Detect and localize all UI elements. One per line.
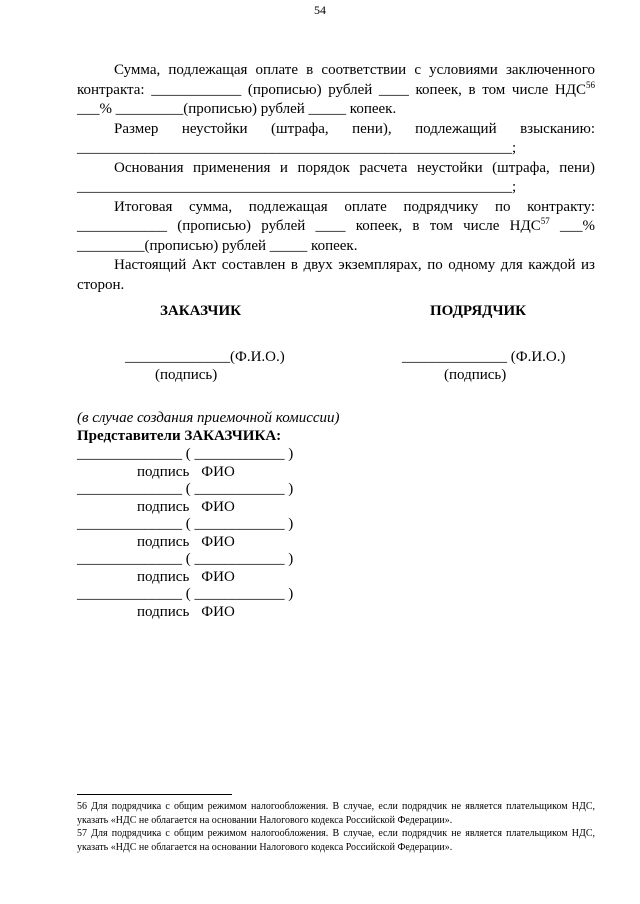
commission-caption — [77, 604, 293, 622]
commission-entry — [77, 481, 293, 516]
basis-line-2: __________________________________________________________; — [77, 179, 517, 195]
commission-signature-line: ______________ ( ____________ ) — [77, 551, 294, 567]
commission-caption — [77, 464, 293, 482]
basis-line-1: Основания применения и порядок расчета неустойки (штрафа, пени) — [114, 159, 595, 176]
penalty-line-2: __________________________________________________________; — [77, 140, 517, 156]
customer-signature-caption: (подпись) — [155, 367, 218, 383]
footnote-56: 56 Для подрядчика с общим режимом налогообложения. В случае, если подрядчик не является плательщиком НДС, указать «НДС не облагается на основании Налогового кодекса Российской Федерации». — [77, 801, 595, 826]
customer-signature-line: ______________(Ф.И.О.) — [125, 349, 285, 365]
signature-caption: подпись — [137, 568, 190, 585]
paragraph-penalty — [77, 120, 595, 159]
sum-line-3: ___% _________(прописью) рублей _____ копеек. — [77, 101, 397, 117]
footnote-separator — [77, 794, 232, 795]
sum-line-2-text: контракта: ____________ (прописью) рублей ____ копеек, в том числе НДС — [77, 81, 586, 98]
customer-title: ЗАКАЗЧИК — [160, 303, 241, 319]
name-caption: ФИО — [201, 498, 235, 515]
paragraph-act — [77, 256, 595, 295]
sum-line-2 — [77, 81, 595, 101]
commission-signatures — [77, 446, 293, 621]
footnote-ref-57: 57 — [540, 216, 550, 226]
commission-signature-line: ______________ ( ____________ ) — [77, 446, 294, 462]
commission-signature-line: ______________ ( ____________ ) — [77, 586, 294, 602]
total-line-1: Итоговая сумма, подлежащая оплате подрядчику по контракту: — [114, 198, 595, 215]
total-line-2 — [77, 217, 595, 237]
total-line-2-tail: ___% — [549, 218, 595, 234]
contractor-title: ПОДРЯДЧИК — [430, 303, 527, 319]
commission-caption — [77, 499, 293, 517]
contractor-signature-line: ______________ (Ф.И.О.) — [402, 349, 566, 365]
name-caption: ФИО — [201, 568, 235, 585]
act-body — [77, 61, 595, 295]
act-line-2: сторон. — [77, 276, 125, 293]
footnote-57: 57 Для подрядчика с общим режимом налогообложения. В случае, если подрядчик не является плательщиком НДС, указать «НДС не облагается на основании Налогового кодекса Российской Федерации». — [77, 828, 595, 853]
paragraph-sum — [77, 61, 595, 120]
total-line-3: _________(прописью) рублей _____ копеек. — [77, 237, 358, 254]
commission-entry — [77, 586, 293, 621]
paragraph-basis — [77, 159, 595, 198]
penalty-line-1: Размер неустойки (штрафа, пени), подлежащий взысканию: — [114, 120, 595, 137]
signature-caption: подпись — [137, 463, 190, 480]
signature-caption: подпись — [137, 603, 190, 620]
commission-signature-line: ______________ ( ____________ ) — [77, 481, 294, 497]
name-caption: ФИО — [201, 463, 235, 480]
paragraph-total — [77, 198, 595, 257]
commission-entry — [77, 446, 293, 481]
signature-caption: подпись — [137, 498, 190, 515]
commission-caption — [77, 534, 293, 552]
name-caption: ФИО — [201, 533, 235, 550]
commission-entry — [77, 551, 293, 586]
signature-caption: подпись — [137, 533, 190, 550]
commission-entry — [77, 516, 293, 551]
commission-note: (в случае создания приемочной комиссии) — [77, 410, 340, 426]
commission-heading: Представители ЗАКАЗЧИКА: — [77, 428, 282, 444]
commission-caption — [77, 569, 293, 587]
sum-line-1: Сумма, подлежащая оплате в соответствии с условиями заключенного — [114, 62, 595, 78]
contractor-signature-caption: (подпись) — [444, 367, 507, 383]
total-line-2-text: ____________ (прописью) рублей ____ копеек, в том числе НДС — [77, 218, 541, 234]
act-line-1: Настоящий Акт составлен в двух экземплярах, по одному для каждой из — [114, 257, 595, 273]
page-number: 54 — [314, 3, 326, 17]
footnote-ref-56: 56 — [586, 79, 595, 90]
commission-signature-line: ______________ ( ____________ ) — [77, 516, 294, 532]
name-caption: ФИО — [201, 603, 235, 620]
